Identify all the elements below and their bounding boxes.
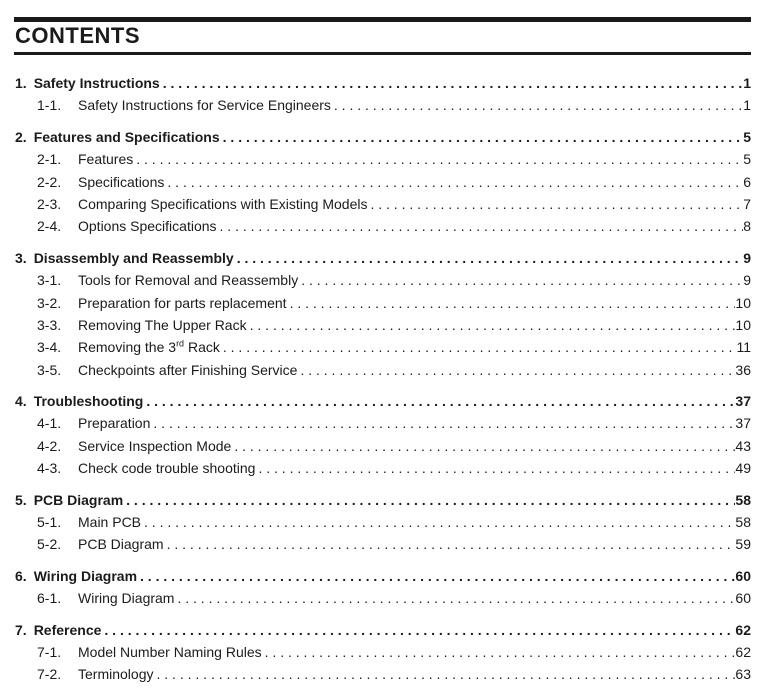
dot-leader xyxy=(234,247,744,269)
toc-page-number: 62 xyxy=(735,643,751,660)
dot-leader xyxy=(220,336,737,358)
toc-item-number: 4-1. xyxy=(37,415,62,432)
dot-leader xyxy=(217,215,744,237)
toc-item-row xyxy=(15,663,751,685)
toc-entry-title: Reference xyxy=(33,621,102,638)
toc-page-number: 8 xyxy=(743,218,751,235)
toc-item-row xyxy=(15,292,751,314)
toc-section-number: 3. xyxy=(15,249,27,266)
toc-item-row xyxy=(15,587,751,609)
dot-leader xyxy=(101,619,735,641)
dot-leader xyxy=(231,435,735,457)
toc-entry-title: Comparing Specifications with Existing Models xyxy=(78,195,368,212)
toc-item-row xyxy=(15,359,751,381)
toc-entry-title: Safety Instructions xyxy=(33,75,160,91)
toc-item-number: 3-3. xyxy=(37,316,62,333)
toc-page-number: 37 xyxy=(735,415,751,432)
toc-item-row xyxy=(15,269,751,291)
toc-page-number: 1 xyxy=(743,97,751,114)
dot-leader xyxy=(247,314,736,336)
dot-leader xyxy=(287,292,736,314)
dot-leader xyxy=(150,412,735,434)
toc-page-number: 7 xyxy=(743,195,751,212)
toc-item-number: 7-1. xyxy=(37,643,62,660)
toc-section-number: 4. xyxy=(15,393,27,410)
dot-leader xyxy=(367,193,743,215)
toc-item-row xyxy=(15,533,751,555)
toc-section-row xyxy=(15,565,751,587)
toc-page-number: 9 xyxy=(743,249,751,266)
dot-leader xyxy=(298,269,743,291)
toc-page-number: 49 xyxy=(735,460,751,477)
toc-item-number: 2-1. xyxy=(37,151,62,168)
dot-leader xyxy=(141,511,735,533)
toc-item-number: 5-2. xyxy=(37,536,62,553)
dot-leader xyxy=(137,565,735,587)
toc-entry-title: Preparation xyxy=(78,415,151,432)
toc-item-number: 4-2. xyxy=(37,437,62,454)
toc-entry-title: Removing the 3rd Rack xyxy=(78,338,220,356)
ordinal-superscript: rd xyxy=(176,338,185,349)
dot-leader xyxy=(164,171,743,193)
toc-entry-title: Model Number Naming Rules xyxy=(78,643,262,660)
dot-leader xyxy=(123,489,735,511)
toc-item-row xyxy=(15,336,751,358)
toc-page-number: 63 xyxy=(735,666,751,683)
toc-page-number: 10 xyxy=(735,316,751,333)
toc-entry-title: Safety Instructions for Service Engineers xyxy=(78,97,331,114)
toc-item-number: 4-3. xyxy=(37,460,62,477)
title-underline-rule xyxy=(14,52,751,55)
toc-item-row xyxy=(15,94,751,116)
toc-list xyxy=(15,72,751,686)
toc-page-number: 59 xyxy=(735,536,751,553)
toc-page-number: 62 xyxy=(735,621,751,638)
toc-page-number: 37 xyxy=(735,393,751,410)
toc-item-number: 3-1. xyxy=(37,272,62,289)
toc-entry-title: Disassembly and Reassembly xyxy=(33,249,234,266)
dot-leader xyxy=(331,94,743,116)
toc-entry-title: Terminology xyxy=(78,666,154,683)
toc-entry-title: Wiring Diagram xyxy=(33,567,138,584)
toc-entry-title: PCB Diagram xyxy=(33,491,124,508)
dot-leader xyxy=(143,390,735,412)
toc-page-number: 1 xyxy=(743,75,751,91)
dot-leader xyxy=(133,148,743,170)
toc-entry-title: Troubleshooting xyxy=(33,393,144,410)
toc-entry-title: PCB Diagram xyxy=(78,536,164,553)
toc-entry-title: Options Specifications xyxy=(78,218,217,235)
toc-page-number: 11 xyxy=(736,339,751,356)
toc-page-number: 5 xyxy=(743,151,751,168)
toc-item-row xyxy=(15,641,751,663)
toc-entry-title: Checkpoints after Finishing Service xyxy=(78,361,298,378)
toc-item-number: 5-1. xyxy=(37,514,62,531)
toc-section-row xyxy=(15,489,751,511)
top-rule xyxy=(14,17,751,22)
toc-item-number: 7-2. xyxy=(37,666,62,683)
toc-item-row xyxy=(15,435,751,457)
dot-leader xyxy=(262,641,736,663)
toc-page-number: 6 xyxy=(743,173,751,190)
toc-page-number: 58 xyxy=(735,514,751,531)
toc-entry-title: Main PCB xyxy=(78,514,142,531)
toc-section-number: 6. xyxy=(15,567,27,584)
toc-item-number: 3-5. xyxy=(37,361,62,378)
toc-page-number: 60 xyxy=(735,590,751,607)
toc-item-row xyxy=(15,457,751,479)
toc-page-number: 43 xyxy=(735,437,751,454)
toc-section-number: 1. xyxy=(15,75,27,91)
toc-page-number: 58 xyxy=(735,491,751,508)
toc-item-number: 2-4. xyxy=(37,218,62,235)
dot-leader xyxy=(297,359,735,381)
toc-section-row xyxy=(15,247,751,269)
dot-leader xyxy=(255,457,735,479)
toc-page-number: 5 xyxy=(743,128,751,145)
toc-section-row xyxy=(15,619,751,641)
toc-entry-title: Features and Specifications xyxy=(33,128,220,145)
dot-leader xyxy=(220,126,744,148)
toc-item-row xyxy=(15,148,751,170)
toc-entry-title: Specifications xyxy=(78,173,165,190)
toc-section-number: 7. xyxy=(15,621,27,638)
toc-page-number: 60 xyxy=(735,567,751,584)
toc-entry-title: Features xyxy=(78,151,134,168)
dot-leader xyxy=(153,663,735,685)
toc-page-number: 36 xyxy=(735,361,751,378)
toc-item-row xyxy=(15,215,751,237)
dot-leader xyxy=(174,587,735,609)
toc-item-number: 3-4. xyxy=(37,339,62,356)
dot-leader xyxy=(160,72,743,94)
toc-entry-title: Tools for Removal and Reassembly xyxy=(78,272,299,289)
toc-entry-title: Service Inspection Mode xyxy=(78,437,232,454)
toc-entry-title: Preparation for parts replacement xyxy=(78,294,287,311)
toc-item-row xyxy=(15,171,751,193)
dot-leader xyxy=(164,533,736,555)
toc-item-number: 2-3. xyxy=(37,195,62,212)
toc-item-row xyxy=(15,314,751,336)
toc-entry-title: Wiring Diagram xyxy=(78,590,175,607)
toc-item-number: 3-2. xyxy=(37,294,62,311)
toc-section-number: 5. xyxy=(15,491,27,508)
toc-item-row xyxy=(15,193,751,215)
toc-item-row xyxy=(15,412,751,434)
toc-page-number: 9 xyxy=(743,272,751,289)
toc-section-row xyxy=(15,72,751,94)
toc-page-number: 10 xyxy=(735,294,751,311)
toc-item-number: 2-2. xyxy=(37,173,62,190)
toc-item-row xyxy=(15,511,751,533)
toc-section-row xyxy=(15,390,751,412)
toc-entry-title: Removing The Upper Rack xyxy=(78,316,247,333)
toc-section-row xyxy=(15,126,751,148)
toc-item-number: 6-1. xyxy=(37,590,62,607)
page-title: CONTENTS xyxy=(15,23,140,48)
toc-entry-title: Check code trouble shooting xyxy=(78,460,256,477)
toc-item-number: 1-1. xyxy=(37,97,62,114)
toc-section-number: 2. xyxy=(15,128,27,145)
